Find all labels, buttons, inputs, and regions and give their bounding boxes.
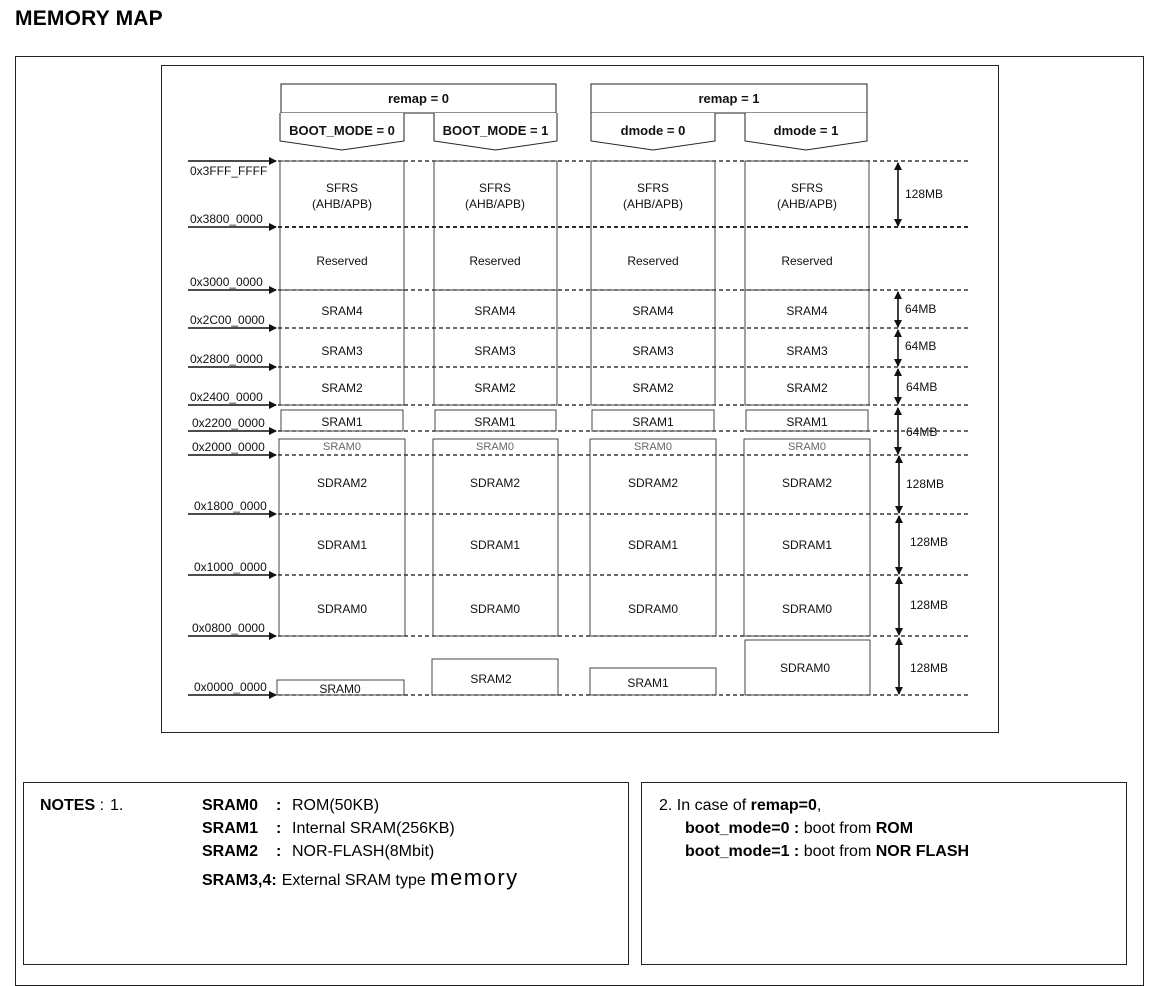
region-label-sram0: SRAM0	[476, 441, 514, 453]
region-label-sdram0: SDRAM0	[316, 602, 368, 616]
region-label-reserved: Reserved	[627, 254, 679, 268]
notes-separator: :	[95, 797, 109, 814]
region-label-sram4: SRAM4	[786, 304, 828, 318]
region-label-sfrs: SFRS	[325, 181, 359, 195]
note2-colon: :	[789, 820, 804, 837]
region-label-sdram1: SDRAM1	[469, 538, 521, 552]
size-label: 64MB	[906, 380, 938, 394]
page-title: MEMORY MAP	[15, 7, 163, 30]
size-label: 64MB	[905, 302, 937, 316]
notes-label: NOTES	[40, 797, 96, 814]
region-label-sram0: SRAM0	[788, 441, 826, 453]
note-desc: NOR-FLASH(8Mbit)	[292, 843, 435, 860]
note2-target: NOR FLASH	[875, 843, 970, 860]
region-label-sfrs: (AHB/APB)	[776, 197, 838, 211]
address-label: 0x3FFF_FFFF	[190, 164, 268, 178]
mode-header-label: BOOT_MODE = 1	[442, 123, 549, 138]
address-label: 0x0800_0000	[192, 621, 265, 635]
note2-intro	[659, 794, 821, 817]
region-label-sdram0: SDRAM0	[469, 602, 521, 616]
notes-box-1	[23, 782, 629, 965]
bottom-label-sram0: SRAM0	[319, 682, 361, 696]
region-label-sfrs: SFRS	[478, 181, 512, 195]
note-def-sram34	[202, 866, 519, 892]
note2-intro-bold: remap=0	[750, 797, 817, 814]
region-label-sram1: SRAM1	[786, 415, 828, 429]
note2-line-bootmode1	[685, 840, 969, 863]
remap-header-label: remap = 1	[698, 91, 760, 106]
mode-header-label: dmode = 0	[620, 123, 686, 138]
region-label-sdram0: SDRAM0	[627, 602, 679, 616]
address-label: 0x0000_0000	[194, 680, 267, 694]
note-def-sram1	[202, 817, 455, 840]
region-label-sram0: SRAM0	[634, 441, 672, 453]
region-label-sdram2: SDRAM2	[627, 476, 679, 490]
address-label: 0x2C00_0000	[190, 313, 265, 327]
region-label-sfrs: (AHB/APB)	[311, 197, 373, 211]
region-label-sram0: SRAM0	[323, 441, 361, 453]
note-colon: :	[271, 872, 277, 889]
size-label: 128MB	[910, 535, 949, 549]
size-label: 128MB	[906, 477, 945, 491]
region-label-sdram2: SDRAM2	[781, 476, 833, 490]
note2-intro-post: ,	[816, 797, 822, 814]
notes-box-2	[641, 782, 1127, 965]
notes-number: 1.	[110, 797, 124, 814]
region-label-sram1: SRAM1	[321, 415, 363, 429]
bottom-label-sram2: SRAM2	[470, 672, 512, 686]
region-label-sdram1: SDRAM1	[781, 538, 833, 552]
note2-line-bootmode0	[685, 817, 913, 840]
region-label-sfrs: SFRS	[790, 181, 824, 195]
size-label: 128MB	[910, 598, 949, 612]
region-label-sfrs: (AHB/APB)	[622, 197, 684, 211]
region-label-sram3: SRAM3	[786, 344, 828, 358]
size-label: 64MB	[906, 425, 938, 439]
size-label: 64MB	[905, 339, 937, 353]
region-label-sram1: SRAM1	[632, 415, 674, 429]
note-colon: :	[276, 843, 282, 860]
region-label-reserved: Reserved	[781, 254, 833, 268]
note2-text: boot from	[803, 820, 876, 837]
region-label-sdram1: SDRAM1	[627, 538, 679, 552]
region-label-sram2: SRAM2	[474, 381, 516, 395]
region-label-sram3: SRAM3	[632, 344, 674, 358]
region-label-sram1: SRAM1	[474, 415, 516, 429]
address-label: 0x3000_0000	[190, 275, 263, 289]
region-label-sfrs: SFRS	[636, 181, 670, 195]
remap-header-label: remap = 0	[387, 91, 450, 106]
region-label-sram2: SRAM2	[321, 381, 363, 395]
mode-header-label: dmode = 1	[773, 123, 839, 138]
note-desc-big: memory	[430, 865, 519, 890]
region-label-reserved: Reserved	[316, 254, 368, 268]
note-term: SRAM1	[202, 820, 259, 837]
note-colon: :	[276, 820, 282, 837]
note-def-sram0	[202, 794, 379, 817]
address-label: 0x1000_0000	[194, 560, 267, 574]
address-label: 0x2400_0000	[190, 390, 263, 404]
bottom-label-sdram0: SDRAM0	[779, 661, 831, 675]
region-label-sram4: SRAM4	[474, 304, 516, 318]
note2-colon: :	[789, 843, 804, 860]
address-label: 0x1800_0000	[194, 499, 267, 513]
note2-intro-pre: 2. In case of	[659, 797, 751, 814]
region-label-sram2: SRAM2	[786, 381, 828, 395]
note-desc: ROM(50KB)	[292, 797, 380, 814]
region-label-sdram1: SDRAM1	[316, 538, 368, 552]
bottom-label-sram1: SRAM1	[627, 676, 669, 690]
address-label: 0x2800_0000	[190, 352, 263, 366]
address-label: 0x2200_0000	[192, 416, 265, 430]
note2-text: boot from	[803, 843, 876, 860]
note-def-sram2	[202, 840, 434, 863]
region-label-sram3: SRAM3	[474, 344, 516, 358]
note-desc: External SRAM type	[281, 872, 426, 889]
region-label-sram4: SRAM4	[632, 304, 674, 318]
region-label-reserved: Reserved	[469, 254, 521, 268]
note-term: SRAM3,4	[202, 872, 272, 889]
address-label: 0x2000_0000	[192, 440, 265, 454]
note2-mode: boot_mode=1	[685, 843, 790, 860]
note-colon: :	[276, 797, 282, 814]
region-label-sram3: SRAM3	[321, 344, 363, 358]
region-label-sfrs: (AHB/APB)	[464, 197, 526, 211]
note2-mode: boot_mode=0	[685, 820, 790, 837]
address-label: 0x3800_0000	[190, 212, 263, 226]
region-label-sdram2: SDRAM2	[469, 476, 521, 490]
note-desc: Internal SRAM(256KB)	[292, 820, 455, 837]
region-label-sdram0: SDRAM0	[781, 602, 833, 616]
region-label-sram2: SRAM2	[632, 381, 674, 395]
size-label: 128MB	[905, 187, 944, 201]
note-term: SRAM0	[202, 797, 259, 814]
region-label-sdram2: SDRAM2	[316, 476, 368, 490]
note-term: SRAM2	[202, 843, 259, 860]
mode-header-label: BOOT_MODE = 0	[289, 123, 395, 138]
note2-target: ROM	[875, 820, 914, 837]
size-label: 128MB	[910, 661, 949, 675]
region-label-sram4: SRAM4	[321, 304, 363, 318]
